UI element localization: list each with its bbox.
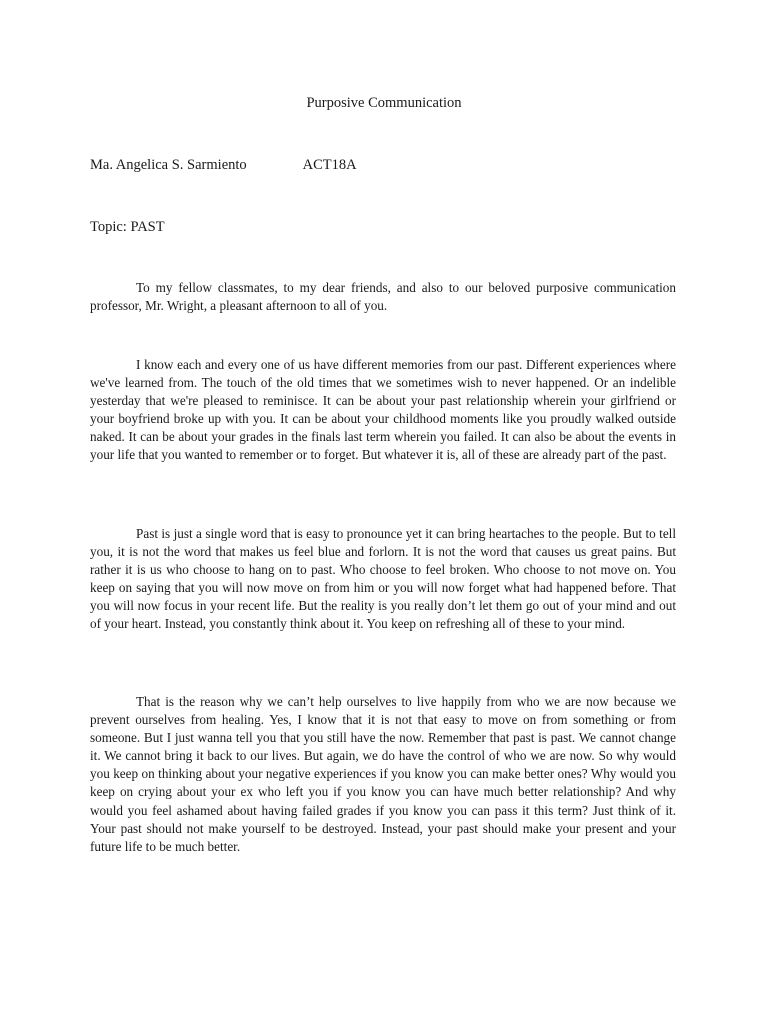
paragraph-greeting: To my fellow classmates, to my dear friends, and also to our beloved purposive communication professor, Mr. Wright, a pleasant afternoon to all of you.: [90, 280, 676, 314]
author-name: Ma. Angelica S. Sarmiento: [90, 157, 247, 173]
section-code: ACT18A: [302, 157, 357, 173]
paragraph-memories: I know each and every one of us have different memories from our past. Different experiences where we've learned from. The touch of the old times that we sometimes wish to never happened. Or an indelible yesterday that we're pleased to reminisce. It can be about your past relationship wherein your girlfriend or your boyfriend broke up with you. It can be about your childhood moments like you proudly walked outside naked. It can be about your grades in the finals last term wherein you failed. It can also be about the events in your life that you wanted to remember or to forget. But whatever it is, all of these are already part of the past.: [90, 357, 676, 463]
paragraph-past-word: Past is just a single word that is easy to pronounce yet it can bring heartaches to the people. But to tell you, it is not the word that makes us feel blue and forlorn. It is not the word that causes us great pains. But rather it is us who choose to hang on to past. Who choose to feel broken. Who choose to not move on. You keep on saying that you will now move on from him or you will now forget what had happened before. That you will now focus in your recent life. But the reality is you really don’t let them go out of your mind and out of your heart. Instead, you constantly think about it. You keep on refreshing all of these to your mind.: [90, 526, 676, 632]
author-line: [90, 156, 357, 174]
topic-line: Topic: PAST: [90, 219, 165, 235]
document-title: Purposive Communication: [306, 95, 462, 111]
paragraph-conclusion: That is the reason why we can’t help ourselves to live happily from who we are now because we prevent ourselves from healing. Yes, I know that it is not that easy to move on from something or from someone. But I just wanna tell you that you still have the now. Remember that past is past. We cannot change it. We cannot bring it back to our lives. But again, we do have the control of who we are now. So why would you keep on thinking about your negative experiences if you know you can make better ones? Why would you keep on crying about your ex who left you if you know you can have much better relationship? And why would you feel ashamed about having failed grades if you know you can pass it this term? Just think of it. Your past should not make yourself to be destroyed. Instead, your past should make your present and your future life to be much better.: [90, 694, 676, 854]
